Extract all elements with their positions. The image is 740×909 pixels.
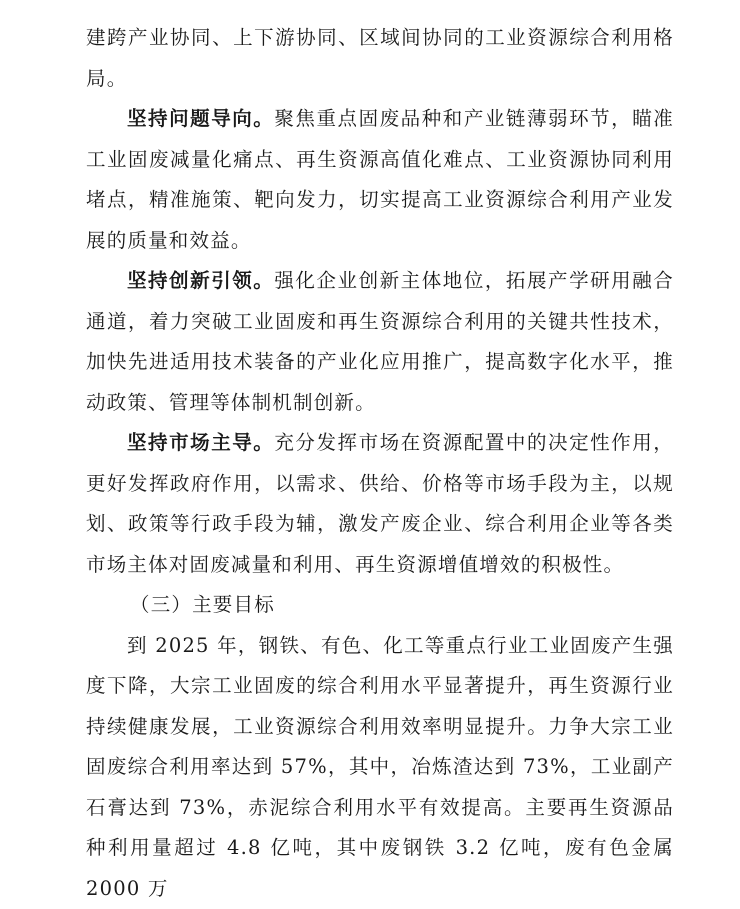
principle-problem-oriented bbox=[86, 99, 674, 261]
paragraph-text: 建跨产业协同、上下游协同、区域间协同的工业资源综合利用格局。 bbox=[86, 26, 674, 90]
paragraph-text: 充分发挥市场在资源配置中的决定性作用，更好发挥政府作用，以需求、供给、价格等市场手段为主，以规划、政策等行政手段为辅，激发产废企业、综合利用企业等各类市场主体对固废减量和利用、再生资源增值增效的积极性。 bbox=[86, 431, 674, 576]
principle-innovation-led bbox=[86, 261, 674, 423]
paragraph-text: 强化企业创新主体地位，拓展产学研用融合通道，着力突破工业固废和再生资源综合利用的关键共性技术，加快先进适用技术装备的产业化应用推广，提高数字化水平，推动政策、管理等体制机制创新。 bbox=[86, 269, 674, 414]
goals-paragraph: 到 2025 年，钢铁、有色、化工等重点行业工业固废产生强度下降，大宗工业固废的综合利用水平显著提升，再生资源行业持续健康发展，工业资源综合利用效率明显提升。力争大宗工业固废综合利用率达到 57%，其中，冶炼渣达到 73%，工业副产石膏达到 73%，赤泥综合利用水平有效提高。主要再生资源品种利用量超过 4.8 亿吨，其中废钢铁 3.2 亿吨，废有色金属 2000 万 bbox=[86, 626, 674, 909]
principle-market-led bbox=[86, 423, 674, 585]
principle-lead: 坚持创新引领。 bbox=[127, 269, 274, 292]
document-page bbox=[86, 18, 674, 909]
section-heading: （三）主要目标 bbox=[86, 585, 674, 626]
paragraph-text: 聚焦重点固废品种和产业链薄弱环节，瞄准工业固废减量化痛点、再生资源高值化难点、工业资源协同利用堵点，精准施策、靶向发力，切实提高工业资源综合利用产业发展的质量和效益。 bbox=[86, 107, 674, 252]
principle-lead: 坚持问题导向。 bbox=[127, 107, 274, 130]
principle-lead: 坚持市场主导。 bbox=[127, 431, 274, 454]
continuation-paragraph bbox=[86, 18, 674, 99]
